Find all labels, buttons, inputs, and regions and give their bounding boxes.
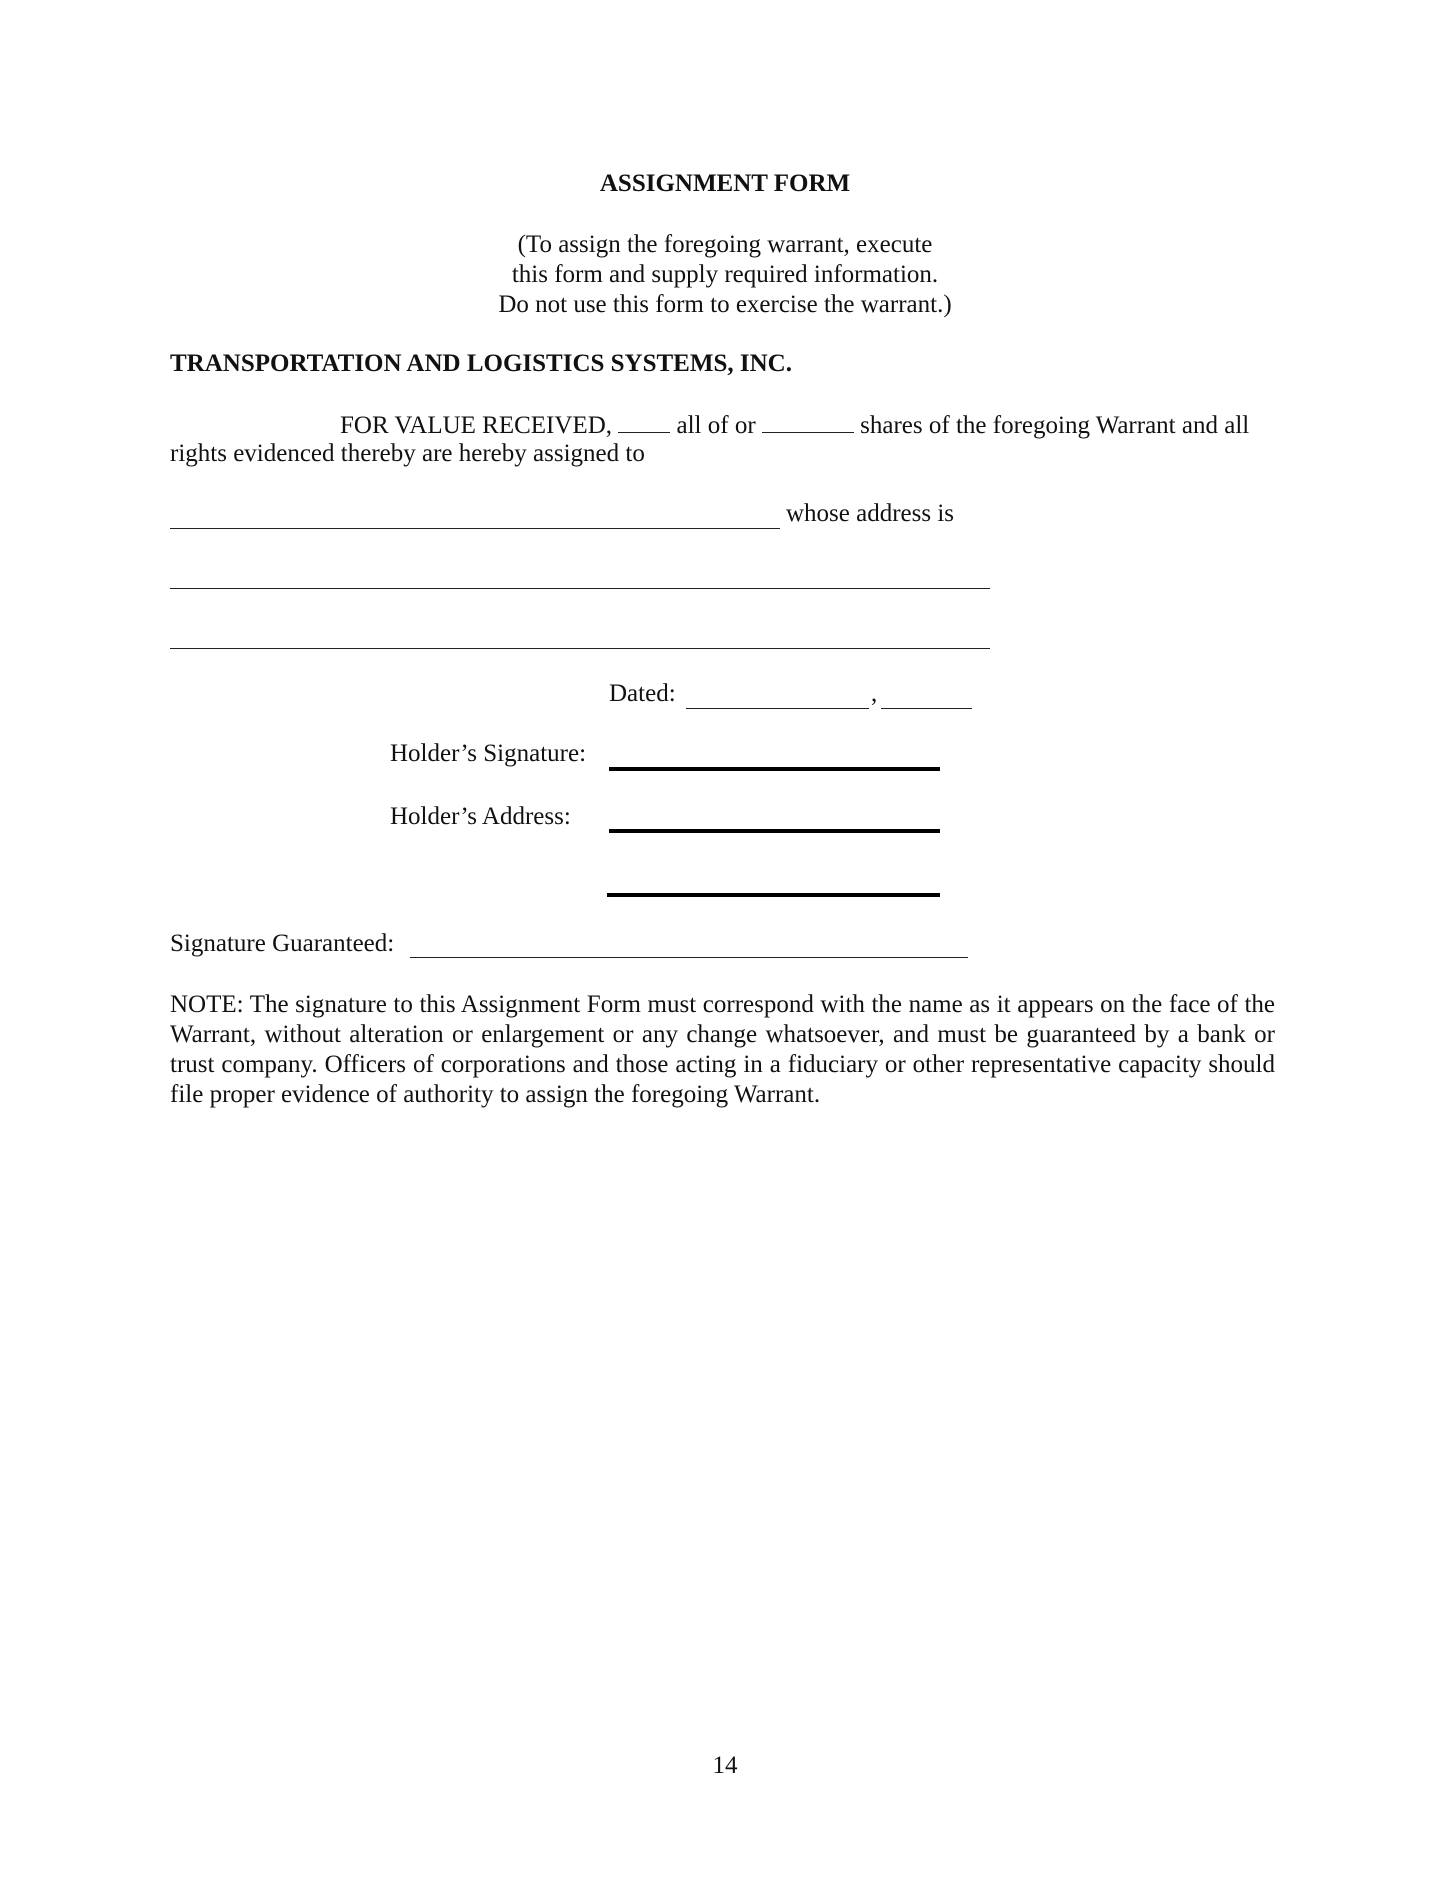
company-name: TRANSPORTATION AND LOGISTICS SYSTEMS, INC.: [170, 350, 792, 377]
assignee-name-line[interactable]: [170, 528, 780, 529]
dated-month-day-line[interactable]: [686, 708, 869, 709]
instructions: [0, 230, 1450, 320]
for-value-received-text: FOR VALUE RECEIVED,: [340, 412, 613, 439]
assignment-line-2: rights evidenced thereby are hereby assigned to: [170, 440, 645, 467]
all-of-or-text: all of or: [676, 412, 756, 439]
dated-comma: ,: [871, 680, 878, 707]
holder-signature-label: Holder’s Signature:: [390, 740, 587, 767]
instructions-line-1: (To assign the foregoing warrant, execute: [517, 231, 933, 258]
assignment-line-1: [340, 410, 1249, 440]
dated-label: Dated:: [609, 680, 676, 707]
all-blank[interactable]: [618, 410, 670, 433]
holder-signature-line[interactable]: [609, 767, 940, 771]
signature-guaranteed-line[interactable]: [410, 957, 968, 958]
holder-address-line-1[interactable]: [609, 829, 940, 833]
page-number: 14: [712, 1752, 738, 1779]
note-paragraph: NOTE: The signature to this Assignment Form must correspond with the name as it appears on the face of the Warrant, without alteration or enlargement or any change whatsoever, and must be guaranteed by a bank or trust company. Officers of corporations and those acting in a fiduciary or other representative capacity should file proper evidence of authority to assign the foregoing Warrant.: [170, 991, 1275, 1108]
dated-year-line[interactable]: [881, 708, 972, 709]
assignee-address-line-2[interactable]: [170, 648, 990, 649]
holder-address-label: Holder’s Address:: [390, 803, 571, 830]
whose-address-text: whose address is: [786, 500, 955, 527]
form-title: ASSIGNMENT FORM: [599, 170, 851, 197]
instructions-line-3: Do not use this form to exercise the warrant.): [498, 291, 952, 318]
instructions-line-2: this form and supply required information.: [511, 261, 939, 288]
shares-text: shares of the foregoing Warrant and all: [860, 412, 1250, 439]
holder-address-line-2[interactable]: [607, 893, 940, 897]
shares-blank[interactable]: [762, 410, 854, 433]
signature-guaranteed-label: Signature Guaranteed:: [170, 930, 395, 957]
assignee-address-line-1[interactable]: [170, 588, 990, 589]
